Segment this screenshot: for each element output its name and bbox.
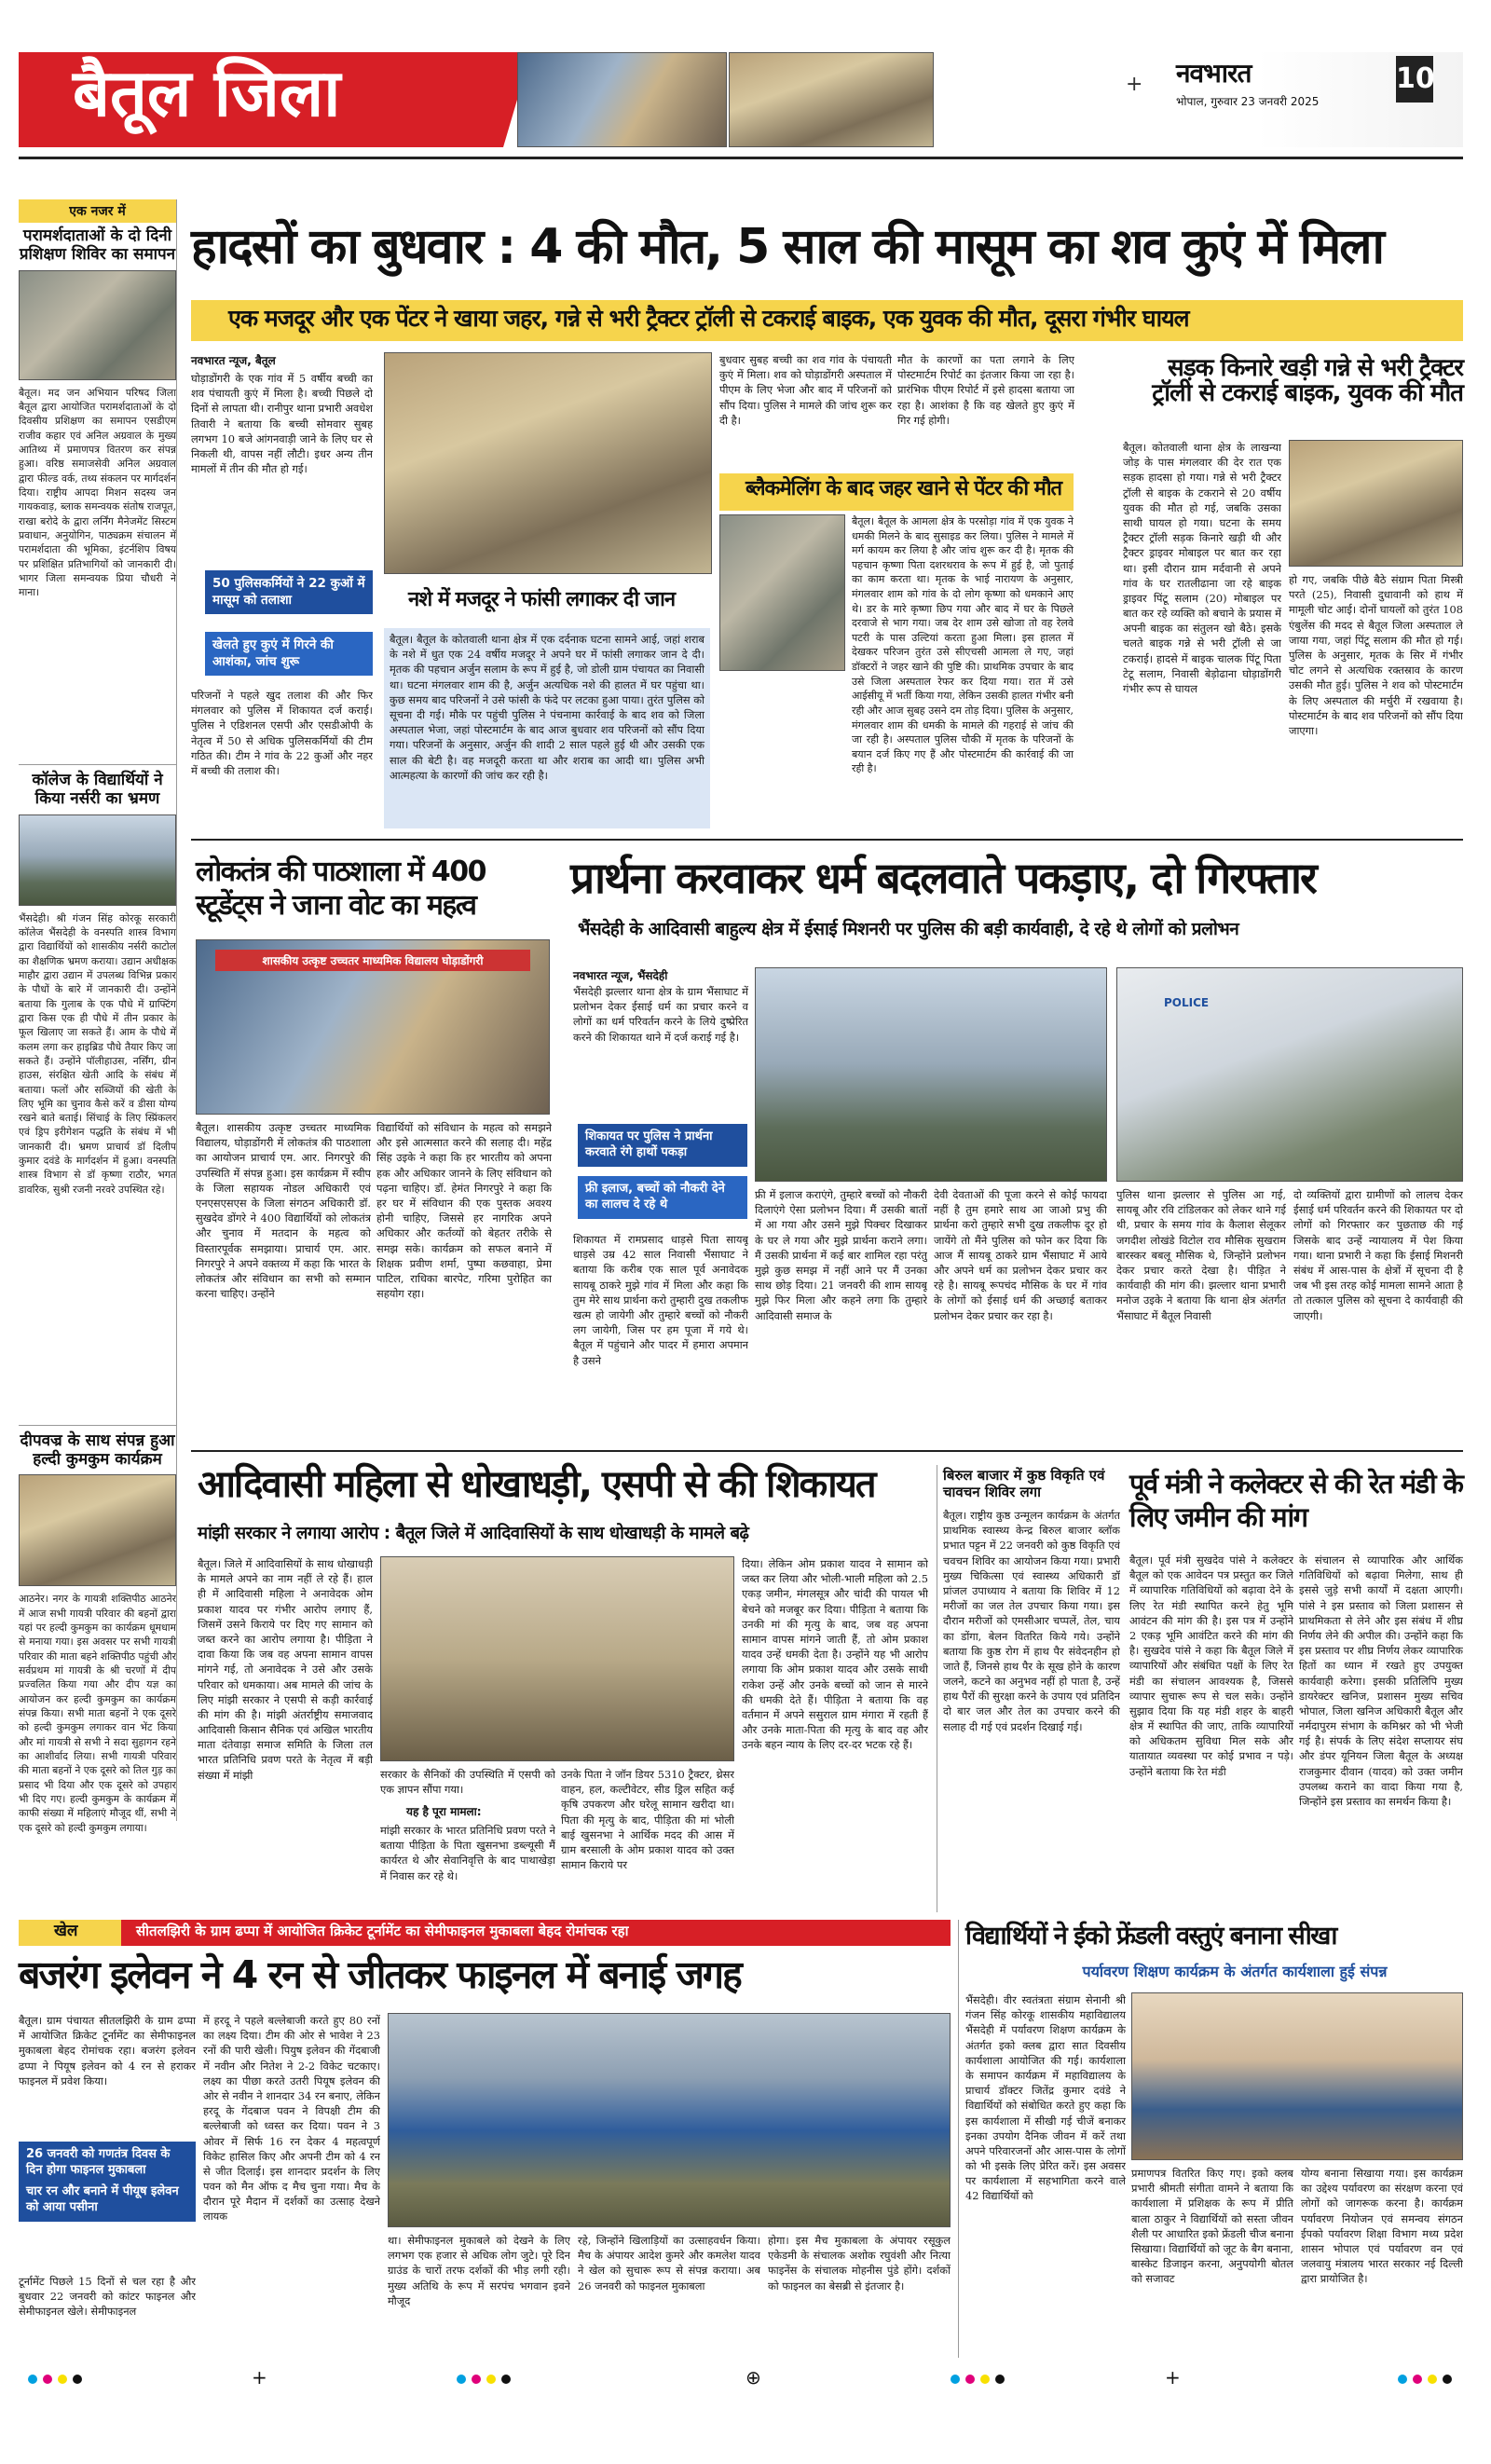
black-dot-icon	[995, 2375, 1005, 2384]
sports-callout-text: 26 जनवरी को गणतंत्र दिवस के दिन होगा फाइनल मुकाबला	[26, 2147, 171, 2177]
lead-callout2	[205, 632, 373, 676]
lead-col3: बुधवार सुबह बच्ची का शव गांव के पंचायती कुएं में मिला। शव को घोड़ाडोंगरी अस्पताल में पीएम के लिए भेजा और बाद में परिजनों को सौंप दिया। पुलिस ने मामले की जांच शुरू कर दी है।	[719, 353, 892, 427]
lead-black-headline: ब्लैकमेलिंग के बाद जहर खाने से पेंटर की मौत	[746, 477, 1062, 500]
conversion-photo-arrest	[755, 967, 1107, 1182]
democracy-col2: विद्यार्थियों को संविधान के महत्व को समझने और इसे आत्मसात करने की सलाह दी। महेंद्र सिंह उइके ने कहा कि हर भारतीय को अपना हक और अधिकार जानने के लिए संविधान को पढ़ना चाहिए। डॉ. हेमंत निगरपुरे ने कहा कि हर घर में संविधान की एक पुस्तक अवश्य होनी चाहिए, जिससे हर नागरिक अपने अधिकार और कर्तव्यों को बेहतर तरीके से समझ सके। कार्यक्रम को सफल बनाने में शिक्षक प्रवीण शर्मा, पुष्पा कछवाहा, प्रेमा पाटिल, राधिका बारपेट, गरिमा पुरोहित का सहयोग रहा।	[376, 1121, 552, 1301]
masthead-photo-monument	[517, 52, 727, 147]
rule-2	[191, 1450, 1463, 1452]
sports-strap: सीतलझिरी के ग्राम ढप्पा में आयोजित क्रिकेट टूर्नामेंट का सेमीफाइनल मुकाबला बेहद रोमांचक रहा	[136, 1923, 629, 1939]
yellow-dot-icon	[1428, 2375, 1437, 2384]
sports-col2: में हरदू ने पहले बल्लेबाजी करते हुए 80 रनों का लक्ष्य दिया। टीम की ओर से भावेश ने 23 रनों की पारी खेली। पियुष इलेवन की गेंदबाजी में नवीन और नितेश ने 2-2 विकेट चटकाए। लक्ष्य का पीछा करते उतरी पियूष इलेवन की ओर से नवीन ने शानदार 34 रन बनाए, लेकिन हरदू के गेंदबाज पवन ने विपक्षी टीम की बल्लेबाजी को ध्वस्त कर दिया। पवन ने 3 ओवर में सिर्फ 16 रन देकर 4 महत्वपूर्ण विकेट हासिल किए और अपनी टीम को 4 रन से जीत दिलाई। इस शानदार प्रदर्शन के लिए पवन को मैन ऑफ द मैच चुना गया। मैच के दौरान पूरे मैदान में दर्शकों का उत्साह देखने लायक	[203, 2014, 380, 2224]
magenta-dot-icon	[472, 2375, 481, 2384]
sidebar-tag: एक नजर में	[19, 199, 176, 223]
eco-col2: प्रमाणपत्र वितरित किए गए। इको क्लब प्रभारी श्रीमती संगीता वामने ने बताया कि कार्यशाला में प्रशिक्षक के रूप में प्रीति बाला ठाकुर ने विद्यार्थियों को सस्ता जीवन शैली पर आधारित इको फ्रेंडली चीज बनाना सिखाया। विद्यार्थियों को जूट के बैग बनाना, बास्केट डिजाइन करना, अनुपयोगी बोतल को सजावट	[1131, 2167, 1293, 2286]
lead-sub-headline: नशे में मजदूर ने फांसी लगाकर दी जान	[408, 588, 676, 611]
print-marks-row	[19, 2366, 1463, 2390]
sports-col5: होगा। इस मैच मुकाबला के अंपायर रसूकुल एकेडमी के संचालक अशोक रघुवंशी और नित्या फाइनेंस के संचालक मोहनीस पुंडे होंगे। दर्शकों को फाइनल का बेसब्री से इंतजार है।	[768, 2234, 951, 2293]
lead-headline: हादसों का बुधवार : 4 की मौत, 5 साल की मासूम का शव कुएं में मिला	[191, 219, 1383, 275]
page-number: 10	[1396, 56, 1433, 103]
conversion-body2: फ्री में इलाज कराएंगे, तुम्हारे बच्चों को नौकरी दिलाएंगे ऐसा प्रलोभन दिया। मैं उसकी बातों में आ गया और उसने मुझे पिक्चर दिखाकर के घर ले गया और मुझे प्रार्थना कराने लगा। मैं उसकी प्रार्थना में कई बार शामिल रहा परंतु मुझे कुछ समझ में नहीं आने पर मैं उनका साथ छोड़ दिया। 21 जनवरी की शाम सायबू मुझे फिर मिला और कहने लगा कि तुम्हारे आदिवासी समाज के	[755, 1188, 927, 1322]
police-van-text: POLICE	[1164, 996, 1210, 1009]
eco-intro: भैंसदेही। वीर स्वतंत्रता संग्राम सेनानी श्री गंजन सिंह कोरकू शासकीय महाविद्यालय भैंसदेही में पर्यावरण शिक्षण कार्यक्रम के अंतर्गत इको क्लब द्वारा सात दिवसीय कार्यशाला आयोजित की गई। कार्यशाला के समापन कार्यक्रम में महाविद्यालय के प्राचार्य डॉक्टर जितेंद्र कुमार दवंडे ने विद्यार्थियों को संबोधित करते हुए कहा कि इस कार्यशाला में सीखी गई चीजें बनाकर इनका उपयोग दैनिक जीवन में करें तथा अपने परिवारजनों और आस-पास के लोगों को भी इसके लिए प्रेरित करें। इस अवसर पर कार्यशाला में सहभागिता करने वाले 42 विद्यार्थियों को	[965, 1993, 1126, 2203]
rule-1	[191, 839, 1463, 841]
masthead-rule	[19, 157, 1463, 159]
right-story-headline: सड़क किनारे खड़ी गन्ने से भरी ट्रैक्टर ट्रॉली से टकराई बाइक, युवक की मौत	[1152, 354, 1463, 408]
lead-black-body: बैतूल। बैतूल के आमला क्षेत्र के परसोड़ा गांव में एक युवक ने धमकी मिलने के बाद सुसाइड कर लिया। पुलिस ने मामले में मर्ग कायम कर लिया है और जांच शुरू कर दी है। मृतक की पहचान कृष्णा पिता दशरथराव के रूप में हुई है, जो पुताई का काम करता था। मृतक के भाई नारायण के अनुसार, मंगलवार शाम को गांव के दो लोग कृष्णा को धमकाने आए थे। डर के मारे कृष्णा छिप गया और बाद में घर के पिछले दरवाजे से भाग गया। जब देर शाम उसे खोजा तो वह रेलवे पटरी के पास उल्टियां करता हुआ मिला। इस हालत में देखकर परिजन तुरंत उसे सीएचसी आमला ले गए, जहां डॉक्टरों ने जहर खाने की पुष्टि की। प्राथमिक उपचार के बाद उसे जिला अस्पताल रेफर कर दिया गया। रात में उसे आईसीयू में भर्ती किया गया, लेकिन उसकी हालत गंभीर बनी रही और आज सुबह उसने दम तोड़ दिया। पुलिस के अनुसार, मंगलवार शाम की धमकी के मामले की गहराई से जांच की जा रही है। अस्पताल पुलिस चौकी में मृतक के परिजनों के बयान दर्ज किए गए हैं और पोस्टमार्टम की कार्रवाई की जा रही है।	[852, 515, 1074, 775]
sports-callout	[19, 2142, 196, 2222]
sports-headline: बजरंग इलेवन ने 4 रन से जीतकर फाइनल में बनाई जगह	[19, 1952, 741, 1997]
eco-headline: विद्यार्थियों ने ईको फ्रेंडली वस्तुएं बनाना सीखा	[965, 1922, 1336, 1951]
democracy-photo	[196, 939, 550, 1115]
conversion-body5: दो व्यक्तियों द्वारा ग्रामीणों को लालच देकर ईसाई धर्म परिवर्तन करने की शिकायत पर दो लोगों को गिरफ्तार कर पुछताछ की गई जिसके बाद उन्हें न्यायालय में पेश किया गया। थाना प्रभारी ने कहा कि ईसाई मिशनरी संबंध में आस-पास के क्षेत्रों में सूचना दी है जब भी इस तरह कोई मामला सामने आता है तो तत्काल पुलिस को सूचना दे कार्यवाही की जाएगी।	[1293, 1188, 1463, 1322]
sports-callout2-text: चार रन और बनाने में पीयूष इलेवन को आया पसीना	[26, 2183, 179, 2214]
dateline: भोपाल, गुरुवार 23 जनवरी 2025	[1176, 95, 1320, 108]
yellow-dot-icon	[980, 2375, 990, 2384]
lead-col1: घोड़ाडोंगरी के एक गांव में 5 वर्षीय बच्ची का शव पंचायती कुएं में मिला है। बच्ची पिछले दो दिनों से लापता थी। रानीपुर थाना प्रभारी अवधेश तिवारी ने बताया कि बच्ची सोमवार सुबह लगभग 10 बजे आंगनवाड़ी जाने के लिए घर से निकली थी, वापस नहीं लौटी। इधर अन्य तीन मामलों में तीन की मौत हो गई।	[191, 372, 373, 476]
mandi-col1: बैतूल। पूर्व मंत्री सुखदेव पांसे ने कलेक्टर बैतूल को एक आवेदन पत्र प्रस्तुत कर जिले में व्यापारिक गतिविधियों को बढ़ावा देने के लिए रेत मंडी स्थापित करने हेतु भूमि आवंटन की मांग की है। इस पत्र में उन्होंने 2 एकड़ भूमि आवंटित करने की मांग की है। सुखदेव पांसे ने कहा कि बैतूल जिले में व्यापारियों और संबंधित पक्षों के लिए रेत मंडी का संचालन आवश्यक है, जिससे व्यापार सुचारू रूप से चल सके। उन्होंने सुझाव दिया कि यह मंडी शहर के बाहरी क्षेत्र में स्थापित की जाए, ताकि व्यापारियों को अधिकतम सुविधा मिल सके और यातायात व्यवस्था पर कोई प्रभाव न पड़े। उन्होंने बताया कि रेत मंडी	[1129, 1554, 1293, 1778]
democracy-col1: बैतूल। शासकीय उत्कृष्ट उच्चतर माध्यमिक विद्यालय, घोड़ाडोंगरी में लोकतंत्र की पाठशाला का आयोजन प्राचार्य एम. आर. निगरपुरे की उपस्थिति में संपन्न हुआ। इस कार्यक्रम में स्वीप के जिला सहायक नोडल अधिकारी एवं एनएसएसएस के जिला संगठन अधिकारी डॉ. सुखदेव डोंगरे ने 400 विद्यार्थियों को लोकतंत्र और चुनाव में मतदान के महत्व को विस्तारपूर्वक समझाया। प्राचार्य एम. आर. निगरपुरे ने अपने वक्तव्य में कहा कि भारत के लोकतंत्र और संविधान का सभी को सम्मान करना चाहिए। उन्होंने	[196, 1121, 371, 1301]
conversion-callout1	[578, 1124, 747, 1167]
black-dot-icon	[73, 2375, 82, 2384]
fraud-col2b: मांझी सरकार के भारत प्रतिनिधि प्रवण परते ने बताया पीड़िता के पिता खुसनभा डब्ल्यूसी मैं कार्यरत थे और सेवानिवृत्ति के बाद पाथाखेड़ा में निवास कर रहे थे।	[380, 1824, 555, 1882]
black-dot-icon	[501, 2375, 511, 2384]
sidebar-item1-body: बैतूल। मद जन अभियान परिषद जिला बैतूल द्वारा आयोजित परामर्शदाताओं के दो दिवसीय प्रशिक्षण का समापन एसडीएम राजीव कहार एवं अनिल अग्रवाल के मुख्य आतिथ्य में प्रमाणपत्र वितरण कर संपन्न हुआ। वरिष्ठ समाजसेवी अनिल अग्रवाल द्वारा फील्ड वर्क, तथ्य संकलन पर मार्गदर्शन दिया। राष्ट्रीय आपदा मिशन सदस्य जन गायकवाड़, ब्लाक समन्वयक संतोष राजपूत, राखा बरोदे के द्वारा लर्निंग मैनेजमेंट सिस्टम प्रवाधान, अनुयोगिन, पाठ्यक्रम संचालन में परामर्शदाता की भूमिका, इंटर्नशिप विषय पर प्रशिक्षित प्रतिभागियों को जानकारी दी। भागर जिला समन्वयक प्रिया चौधरी ने माना।	[19, 386, 176, 599]
sidebar-item1-photo	[19, 270, 176, 380]
lead-callout2-text: खेलते हुए कुएं में गिरने की आशंका, जांच शुरू	[212, 637, 334, 669]
magenta-dot-icon	[1413, 2375, 1422, 2384]
lead-col1b: परिजनों ने पहले खुद तलाश की और फिर मंगलवार को पुलिस में शिकायत दर्ज कराई। पुलिस ने एडिशनल एसपी और एसडीओपी के नेतृत्व में 50 से अधिक पुलिसकर्मियों की टीम गठित की। टीम ने गांव के 22 कुओं और नहर में बच्ची की तलाश की।	[191, 689, 373, 777]
sports-col3: था। सेमीफाइनल मुकाबले को देखने के लिए लगभग एक हजार से अधिक लोग जुटे। पूरे दिन ग्राउंड के चारों तरफ दर्शकों की भीड़ लगी रही। मुख्य अतिथि के रूप में सरपंच भगवान इवने मौजूद	[388, 2234, 570, 2307]
right-story-photo	[1289, 440, 1463, 567]
yellow-dot-icon	[486, 2375, 496, 2384]
conversion-deck: भैंसदेही के आदिवासी बाहुल्य क्षेत्र में ईसाई मिशनरी पर पुलिस की बड़ी कार्यवाही, दे रहे थे लोगों को प्रलोभन	[578, 919, 1239, 939]
sports-team-photo	[388, 2013, 951, 2227]
black-dot-icon	[1443, 2375, 1452, 2384]
sidebar-item2-photo	[19, 814, 176, 906]
sidebar	[19, 199, 177, 1834]
lead-callout1	[205, 570, 373, 614]
right-story-body2: हो गए, जबकि पीछे बैठे संग्राम पिता मिस्त्री परते (25), निवासी दुधावानी को हाथ में मामूली चोट आई। दोनों घायलों को तुरंत 108 एंबुलेंस की मदद से बैतूल जिला अस्पताल ले जाया गया, जहां पिंटू सलाम की मौत हो गई। पुलिस के अनुसार, मृतक के सिर में गंभीर चोट लगने से अत्यधिक रक्तस्राव के कारण उसकी मौत हुई। पुलिस ने शव को पोस्टमार्टम के लिए अस्पताल की मर्चुरी में रखवाया है। पोस्टमार्टम के बाद शव परिजनों को सौंप दिया जाएगा।	[1289, 573, 1463, 737]
cyan-dot-icon	[1398, 2375, 1407, 2384]
fraud-col2-sub: यह है पूरा मामला:	[406, 1805, 482, 1818]
lead-callout1-text: 50 पुलिसकर्मियों ने 22 कुओं में मासूम को तलाशा	[212, 576, 365, 608]
sidebar-item3-title: दीपवज्र के साथ संपन्न हुआ हल्दी कुमकुम कार्यक्रम	[19, 1425, 176, 1470]
health-body: बैतूल। राष्ट्रीय कुष्ठ उन्मूलन कार्यक्रम के अंतर्गत प्राथमिक स्वास्थ्य केन्द्र बिरुल बाजार ब्लॉक प्रभात पट्टन में 22 जनवरी को कुष्ठ विकृति एवं चवचन शिविर का आयोजन किया गया। प्रभारी मुख्य चिकित्सा एवं स्वास्थ्य अधिकारी डॉ प्रांजल उपाध्याय ने बताया कि शिविर में 12 मरीजों का जल तेल उपचार किया गया। इस दौरान मरीजों को एमसीआर चप्पलें, तेल, चाय का डोंगा, बेलन वितरित किये गये। उन्होंने बताया कि कुष्ठ रोग में हाथ पैर संवेदनहीन हो जाते हैं, जिनसे हाथ पैर के सूख होने के कारण जलने, कटने का अनुभव नहीं हो पाता है, उन्हें हाथ पैरों की सुरक्षा करने के उपाय एवं प्रतिदिन दो बार जल और तेल का उपचार करने की सलाह दी गई एवं प्रदर्शन दिखाई गई।	[943, 1509, 1120, 1733]
paper-name: नवभारत	[1176, 58, 1252, 89]
divider-eco	[958, 1920, 959, 2358]
lead-deck: एक मजदूर और एक पेंटर ने खाया जहर, गन्ने से भरी ट्रैक्टर ट्रॉली से टकराई बाइक, एक युवक की मौत, दूसरा गंभीर घायल	[228, 305, 1189, 332]
sidebar-item2-title: कॉलेज के विद्यार्थियों ने किया नर्सरी का भ्रमण	[19, 764, 176, 809]
sidebar-item2-body: भैंसदेही। श्री गंजन सिंह कोरकू सरकारी कॉलेज भैंसदेही के वनस्पति शास्त्र विभाग द्वारा विद्यार्थियों को शासकीय नर्सरी काटोल का शैक्षणिक भ्रमण कराया। उद्यान अधीक्षक माहौर द्वारा उद्यान में उपलब्ध विभिन्न प्रकार के पौधों के बारे में जानकारी दी। उन्होंने बताया कि गुलाब के एक पौधे में ग्राफ्टिंग द्वारा किस एक ही पौधे में तीन प्रकार के फूल खिलाए जा सकते हैं। आम के पौधे में कलम लगा कर हाइब्रिड पौधे तैयार किए जा सकते हैं। उन्होंने पॉलीहाउस, नर्सिंग, ग्रीन हाउस, संरक्षित खेती आदि के संबंध में बताया। फलों और सब्जियों की खेती के लिए भूमि का चुनाव कैसे करें व डीसा योग्य रखने बाते बताई। सिंचाई के लिए स्प्रिंकलर एवं ड्रिप इरीगेशन पद्धति के संबंध में भी जानकारी दी। भ्रमण प्राचार्य डॉ दिलीप कुमार दवंडे के मार्गदर्शन में हुआ। वनस्पति शास्त्र विभाग से डॉ कृष्णा राठौर, भगत डावरिक, सुश्री रजनी नरवरे उपस्थित रहे।	[19, 911, 176, 1196]
mandi-headline: पूर्व मंत्री ने कलेक्टर से की रेत मंडी के लिए जमीन की मांग	[1129, 1468, 1463, 1534]
fraud-photo	[380, 1556, 734, 1761]
sidebar-item1-title: परामर्शदाताओं के दो दिनी प्रशिक्षण शिविर का समापन	[19, 226, 176, 265]
mandi-col2: के संचालन से व्यापारिक और आर्थिक गतिविधियों को बढ़ावा मिलेगा, साथ ही इससे जुड़े सभी कार्यों में दक्षता आएगी। पांसे ने इस प्रस्ताव को जिला प्रशासन से प्राथमिकता से लेने और इस संबंध में शीघ्र निर्णय लेने की अपील की। उन्होंने कहा कि इस प्रस्ताव पर शीघ्र निर्णय लेकर व्यापारिक हितों का ध्यान में रखते हुए उपयुक्त कार्यवाही करेगा। इसकी प्रतिलिपि मुख्य डायरेक्टर खनिज, प्रशासन मुख्य सचिव भोपाल, जिला खनिज अधिकारी बैतूल और नर्मदापुरम संभाग के कमिश्नर को भी भेजी गई है। संपर्क के लिए संदेश सप्लायर संघ और डंपर यूनियन जिला बैतूल के अध्यक्ष राजकुमार दीवान (यादव) को उक्त जमीन उपलब्ध कराने का वादा किया गया है, जिन्होंने इस प्रस्ताव का समर्थन किया है।	[1299, 1554, 1463, 1808]
democracy-banner: शासकीय उत्कृष्ट उच्चतर माध्यमिक विद्यालय घोड़ाडोंगरी	[215, 950, 530, 971]
democracy-headline: लोकतंत्र की पाठशाला में 400 स्टूडेंट्स ने जाना वोट का महत्व	[196, 856, 486, 922]
conversion-callout2-text: फ्री इलाज, बच्चों को नौकरी देने का लालच दे रहे थे	[585, 1182, 725, 1211]
conversion-intro: भैंसदेही झल्लार थाना क्षेत्र के ग्राम भैंसाघाट में प्रलोभन देकर ईसाई धर्म का प्रचार करने व लोगों का धर्म परिवर्तन करने के लिये दुष्प्रेरित करने की शिकायत थाने में दर्ज कराई गई है।	[573, 985, 748, 1044]
health-headline: बिरुल बाजार में कुष्ठ विकृति एवं चावचन शिविर लगा	[943, 1467, 1105, 1500]
fraud-col2: सरकार के सैनिकों की उपस्थिति में एसपी को एक ज्ञापन सौंपा गया।	[380, 1768, 555, 1797]
lead-sub-body: बैतूल। बैतूल के कोतवाली थाना क्षेत्र में एक दर्दनाक घटना सामने आई, जहां शराब के नशे में धुत एक 24 वर्षीय मजदूर ने अपने घर में फांसी लगाकर जान दे दी। मृतक की पहचान अर्जुन सलाम के रूप में हुई है, जो डोली ग्राम पंचायत का निवासी था। घटना मंगलवार शाम की है, अर्जुन अत्यधिक नशे की हालत में घर पहुंचा था। कुछ समय बाद परिजनों ने उसे फांसी के फंदे पर लटका हुआ पाया। तुरंत पुलिस को सूचना दी गई। मौके पर पहुंची पुलिस ने पंचनामा कार्रवाई के बाद शव को जिला अस्पताल भेजा, जहां पोस्टमार्टम के बाद आज बुधवार शव परिजनों को सौंप दिया गया। परिजनों के अनुसार, अर्जुन की शादी 2 साल पहले हुई थी और उसकी एक साल की बेटी है। वह मजदूरी करता था और शराब का आदी था। पुलिस अभी आत्महत्या के कारणों की जांच कर रही है।	[384, 628, 710, 828]
right-story-body: बैतूल। कोतवाली थाना क्षेत्र के लाखन्या जोड़ के पास मंगलवार की देर रात एक सड़क हादसा हो गया। गन्ने से भरी ट्रैक्टर ट्रॉली से बाइक के टकराने से 20 वर्षीय युवक की मौत हो गई, जबकि उसका साथी घायल हो गया। घटना के समय ट्रैक्टर ट्रॉली सड़क किनारे खड़ी थी और ट्रैक्टर ड्राइवर मोबाइल पर बात कर रहा था। इसी दौरान ग्राम मर्दवानी से अपने गांव के घर रातलीढाना जा रहे बाइक ड्राइवर पिंटू सलाम (20) मोबाइल पर बात कर रहे व्यक्ति को बचाने के प्रयास में अपनी बाइक का संतुलन खो बैठे। इसके चलते बाइक गन्ने से भरी ट्रॉली से जा टकराई। हादसे में बाइक चालक पिंटू पिता टेटू सलाम, निवासी बेड़ोढाना घोड़ाडोंगरी गंभीर रूप से घायल	[1123, 441, 1281, 695]
sports-col1: बैतूल। ग्राम पंचायत सीतलझिरी के ग्राम ढप्पा में आयोजित क्रिकेट टूर्नामेंट का सेमीफाइनल मुकाबला बेहद रोमांचक रहा। बजरंग इलेवन ढप्पा ने पियूष इलेवन को 4 रन से हराकर फाइनल में प्रवेश किया।	[19, 2014, 196, 2088]
cyan-dot-icon	[28, 2375, 37, 2384]
conversion-body1: शिकायत में रामप्रसाद धाड़से पिता सायबू धाड़से उम्र 42 साल निवासी भैंसाघाट ने बताया कि करीब एक साल पूर्व अनावेदक सायबू ठाकरे मुझे गांव में मिला और कहा कि तुम मेरे साथ प्रार्थना करो तुम्हारी दुख तकलीफ खत्म हो जायेगी और तुम्हारे बच्चों को नौकरी लग जायेगी, जिस पर हम पूजा में गये थे। बैतूल में पहुंचाने और पादर में हमारा अपमान है उसने	[573, 1233, 748, 1367]
cyan-dot-icon	[951, 2375, 960, 2384]
sports-tag: खेल	[54, 1922, 78, 1940]
yellow-dot-icon	[58, 2375, 67, 2384]
lead-col4: मौत के कारणों का पता लगाने के लिए पोस्टमार्टम रिपोर्ट का इंतजार किया जा रहा है। प्रारंभिक पीएम रिपोर्ट में इसे हादसा बताया जा रहा है। आशंका है कि वह खेलते हुए कुएं में गिर गई होगी।	[897, 353, 1074, 427]
fraud-deck: मांझी सरकार ने लगाया आरोप : बैतूल जिले में आदिवासियों के साथ धोखाधड़ी के मामले बढ़े	[198, 1524, 749, 1543]
masthead-photo-temple	[729, 52, 934, 147]
registration-mark-icon: +	[1126, 73, 1143, 96]
conversion-headline: प्रार्थना करवाकर धर्म बदलवाते पकड़ाए, दो गिरफ्तार	[570, 853, 1316, 903]
conversion-photo-van	[1116, 967, 1463, 1182]
sports-col4: रहे, जिन्होंने खिलाड़ियों का उत्साहवर्धन किया। मैच के अंपायर आदेश कुमरे और कमलेश यादव ने खेल को सुचारू रूप से संपन्न कराया। अब 26 जनवरी को फाइनल मुकाबला	[578, 2234, 760, 2293]
sidebar-item3-photo	[19, 1474, 176, 1586]
sidebar-item3-body: आठनेर। नगर के गायत्री शक्तिपीठ आठनेर में आज सभी गायत्री परिवार की बहनों द्वारा यहां पर हल्दी कुमकुम का कार्यक्रम धूमधाम से मनाया गया। इस अवसर पर सभी गायत्री परिवार की माता बहने शक्तिपीठ पहुंची और सर्वप्रथम मां गायत्री के श्री चरणों में दीप प्रज्वलित किया गया और दीप यज्ञ का आयोजन कर हल्दी कुमकुम का कार्यक्रम संपन्न किया। सभी माता बहनों ने एक दूसरे को हल्दी कुमकुम लगाकर वान भेंट किया और मां गायत्री से सभी ने सदा सुहागन रहने का आशीर्वाद लिया। सभी गायत्री परिवार की माता बहनों ने एक दूसरे को तिल गुड़ का प्रसाद भी दिया और एक दूसरे को उपहार भी दिए गए। हल्दी कुमकुम के कार्यक्रम में काफी संख्या में महिलाएं मौजूद थीं, सभी ने एक दूसरे को हल्दी कुमकुम लगाया।	[19, 1593, 176, 1834]
sports-col1b: टूर्नामेंट पिछले 15 दिनों से चल रहा है और बुधवार 22 जनवरी को कांटर फाइनल और सेमीफाइनल खेले। सेमीफाइनल	[19, 2275, 196, 2319]
fraud-col4: दिया। लेकिन ओम प्रकाश यादव ने सामान को जब्त कर लिया और भोली-भाली महिला को 2.5 एकड़ जमीन, मंगलसूत्र और चांदी की पायल भी बेचने को मजबूर कर दिया। पीड़िता ने बताया कि उनकी मां की मृत्यु के बाद, जब वह अपना सामान वापस मांगने जाती हैं, तो ओम प्रकाश यादव उन्हें धमकी देता है। उन्होंने यह भी आरोप लगाया कि ओम प्रकाश यादव और उसके साथी राकेश उन्हें और उनके बच्चों को जान से मारने की धमकी देते हैं। पीड़िता ने बताया कि वह वर्तमान में अपने ससुराल ग्राम मंगारा में रहती हैं और उनके माता-पिता की मृत्यु के बाद वह और उनके बहन न्याय के लिए दर-दर भटक रहे हैं।	[742, 1557, 928, 1752]
cyan-dot-icon	[457, 2375, 466, 2384]
eco-col3: योग्य बनाना सिखाया गया। इस कार्यक्रम का उद्देश्य पर्यावरण का संरक्षण करना एवं लोगों को जागरूक करना है। कार्यक्रम पर्यावरण नियोजन एवं समन्वय संगठन ईपको पर्यावरण शिक्षा विभाग मध्य प्रदेश शासन भोपाल एवं पर्यावरण वन एवं जलवायु मंत्रालय भारत सरकार नई दिल्ली द्वारा प्रायोजित है।	[1301, 2167, 1463, 2286]
magenta-dot-icon	[43, 2375, 52, 2384]
crosshair-icon: ⊕	[746, 2366, 761, 2389]
conversion-body3: देवी देवताओं की पूजा करने से कोई फायदा नहीं है तुम हमारे साथ आ जाओ प्रभु की प्रार्थना करो तुम्हारे सभी दुख तकलीफ दूर हो जायेंगे तो मैंने पुलिस को फोन कर दिया कि आज मैं सायबू ठाकरे ग्राम भैंसाघाट में आये और अपने धर्म का प्रलोभन देकर प्रचार कर रहे है। सायबू रूपचंद मौसिक के घर में गांव के लोगों को ईसाई धर्म की अच्छाई बताकर प्रलोभन देकर प्रचार कर रहा है।	[934, 1188, 1107, 1322]
crosshair-icon: +	[1165, 2366, 1181, 2389]
fraud-col3: उनके पिता ने जॉन डियर 5310 ट्रैक्टर, थ्रेसर वाहन, हल, कल्टीवेटर, सीड ड्रिल सहित कई कृषि उपकरण और घरेलू सामान खरीदा था। पिता की मृत्यु के बाद, पीड़िता की मां भोली बाई खुसनभा ने आर्थिक मदद की आस में ग्राम बरसाली के ओम प्रकाश यादव को उक्त सामान किराये पर	[561, 1768, 734, 1872]
lead-photo-well	[384, 352, 712, 574]
fraud-headline: आदिवासी महिला से धोखाधड़ी, एसपी से की शिकायत	[198, 1463, 875, 1506]
crosshair-icon: +	[252, 2366, 267, 2389]
eco-deck: पर्यावरण शिक्षण कार्यक्रम के अंतर्गत कार्यशाला हुई संपन्न	[1082, 1963, 1388, 1980]
fraud-col1: बैतूल। जिले में आदिवासियों के साथ धोखाधड़ी के मामले अपने का नाम नहीं ले रहे हैं। हाल ही में आदिवासी महिला ने अनावेदक ओम प्रकाश यादव पर गंभीर आरोप लगाए हैं, जिसमें उसने किराये पर दिए गए सामान को जब्त करने का आरोप लगाया है। पीड़िता ने दावा किया कि जब वह अपना सामान वापस मांगने गई, तो अनावेदक ने उसे और उसके परिवार को धमकाया। अब मामले की जांच के लिए मांझी सरकार ने एसपी से कड़ी कार्रवाई की मांग की है। मांझी अंतर्राष्ट्रीय समाजवाद आदिवासी किसान सैनिक एवं अखिल भारतीय माता दंतेवाड़ा समाज समिति के जिला तल भारत प्रतिनिधि प्रवण परते के नेतृत्व में बड़ी संख्या में मांझी	[198, 1557, 373, 1782]
lead-byline: नवभारत न्यूज, बैतूल	[191, 354, 276, 367]
magenta-dot-icon	[965, 2375, 975, 2384]
section-title: बैतूल जिला	[73, 55, 341, 131]
eco-photo	[1131, 1992, 1463, 2160]
conversion-byline: नवभारत न्यूज, भैंसदेही	[573, 969, 668, 982]
conversion-callout1-text: शिकायत पर पुलिस ने प्रार्थना करवाते रंगे हाथों पकड़ा	[585, 1129, 713, 1159]
conversion-body4: पुलिस थाना झल्लार से पुलिस आ गई, सायबू और रवि टांडिलकर को लेकर थाने गई थी, प्रचार के समय गांव के कैलाश सेलूकर जगदीश लोखंडे विटोल राव मौसिक सुखराम बारस्कर बबलू मौसिक थे, जिन्होंने प्रलोभन देकर प्रचार करते देखा है। पीड़ित ने कार्यवाही की मांग की। झल्लार थाना प्रभारी मनोज उइके ने बताया कि थाना क्षेत्र अंतर्गत भैंसाघाट में बैतूल निवासी	[1116, 1188, 1286, 1322]
conversion-callout2	[578, 1176, 747, 1219]
